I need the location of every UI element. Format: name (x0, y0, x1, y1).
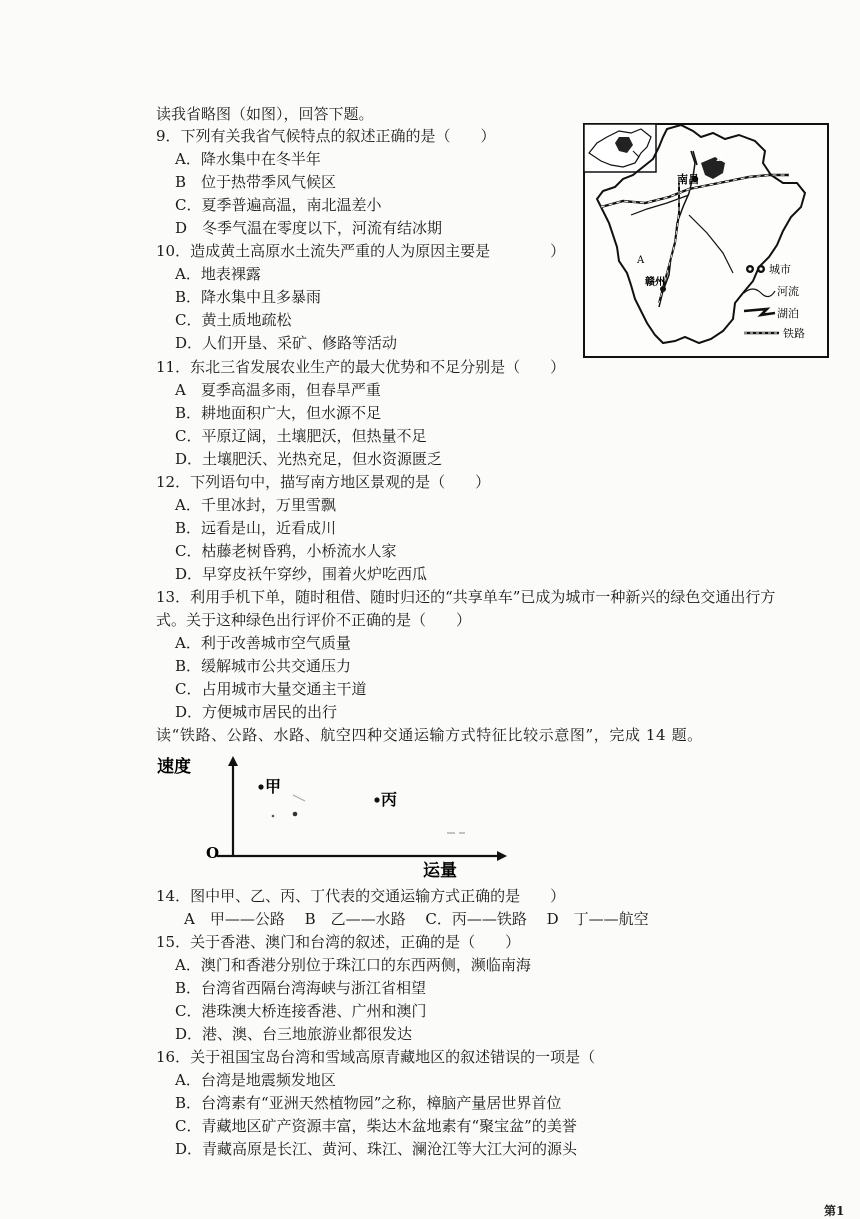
legend-railway-label: 铁路 (783, 327, 805, 340)
point-bing-label: 丙 (381, 790, 398, 809)
question-9-stem: 9．下列有关我省气候特点的叙述正确的是（ ） (156, 127, 496, 145)
question-12-option-d: D．早穿皮袄午穿纱，围着火炉吃西瓜 (175, 565, 428, 583)
volume-axis-label: 运量 (423, 861, 457, 881)
transport-characteristics-diagram (155, 752, 555, 882)
question-12-option-a: A．千里冰封，万里雪飘 (175, 496, 336, 514)
legend-lake-label: 湖泊 (777, 307, 799, 320)
question-12-stem: 12．下列语句中，描写南方地区景观的是（ ） (156, 473, 491, 491)
question-10-option-d: D．人们开垦、采矿、修路等活动 (175, 334, 398, 352)
speed-axis-label: 速度 (157, 757, 191, 777)
question-9-option-b: B 位于热带季风气候区 (175, 173, 337, 191)
question-16-stem: 16．关于祖国宝岛台湾和雪域高原青藏地区的叙述错误的一项是（ (156, 1048, 596, 1066)
label-a: A (637, 255, 645, 266)
legend-city-label: 城市 (769, 263, 791, 276)
question-13-stem-continued: 式。关于这种绿色出行评价不正确的是（ ） (156, 611, 472, 629)
question-10-option-a: A．地表裸露 (175, 265, 261, 283)
faint-point-mark (272, 815, 275, 818)
question-13-option-c: C．占用城市大量交通主干道 (175, 680, 367, 698)
transport-diagram-intro: 读“铁路、公路、水路、航空四种交通运输方式特征比较示意图”，完成 14 题。 (156, 726, 703, 744)
origin-label: O (206, 844, 220, 862)
question-13-option-b: B．缓解城市公共交通压力 (175, 657, 352, 675)
question-11-option-a: A 夏季高温多雨，但春旱严重 (175, 381, 381, 399)
question-9-option-d: D 冬季气温在零度以下，河流有结冰期 (175, 219, 443, 237)
question-9-option-a: A．降水集中在冬半年 (175, 150, 321, 168)
province-map (583, 123, 829, 358)
speed-axis-arrow-icon (228, 756, 238, 766)
question-10-option-b: B．降水集中且多暴雨 (175, 288, 322, 306)
question-15-option-b: B．台湾省西隔台湾海峡与浙江省相望 (175, 979, 427, 997)
question-10-option-c: C．黄土质地疏松 (175, 311, 292, 329)
question-11-option-b: B．耕地面积广大，但水源不足 (175, 404, 382, 422)
label-b: B (716, 153, 725, 164)
question-15-stem: 15．关于香港、澳门和台湾的叙述，正确的是（ ） (156, 933, 521, 951)
question-13-option-d: D．方便城市居民的出行 (175, 703, 338, 721)
point-jia-marker (258, 784, 263, 789)
question-10-stem: 10．造成黄土高原水土流失严重的人为原因主要是 ） (156, 242, 566, 260)
question-11-stem: 11．东北三省发展农业生产的最大优势和不足分别是（ ） (156, 358, 566, 376)
question-9-option-c: C．夏季普遍高温，南北温差小 (175, 196, 382, 214)
question-14-options: A 甲——公路 B 乙——水路 C．丙——铁路 D 丁——航空 (184, 910, 649, 928)
question-16-option-d: D．青藏高原是长江、黄河、珠江、澜沧江等大江大河的源头 (175, 1140, 578, 1158)
question-13-option-a: A．利于改善城市空气质量 (175, 634, 351, 652)
question-12-option-c: C．枯藤老树昏鸦，小桥流水人家 (175, 542, 397, 560)
faint-point-mark-2 (293, 812, 298, 817)
map-question-intro: 读我省略图（如图），回答下题。 (156, 105, 374, 123)
question-15-option-a: A．澳门和香港分别位于珠江口的东西两侧，濒临南海 (175, 956, 531, 974)
question-15-option-d: D．港、澳、台三地旅游业都很发达 (175, 1025, 413, 1043)
question-16-option-b: B．台湾素有“亚洲天然植物园”之称，樟脑产量居世界首位 (175, 1094, 562, 1112)
volume-axis-arrow-icon (497, 851, 507, 861)
point-jia-label: 甲 (265, 777, 282, 796)
label-ganzhou: 赣州 (645, 277, 665, 288)
label-nanchang: 南昌 (677, 173, 699, 186)
question-13-stem: 13．利用手机下单，随时租借、随时归还的“共享单车”已成为城市一种新兴的绿色交通出行方 (156, 588, 776, 606)
point-bing-marker (374, 797, 379, 802)
question-12-option-b: B．远看是山，近看成川 (175, 519, 337, 537)
question-16-option-a: A．台湾是地震频发地区 (175, 1071, 336, 1089)
question-11-option-c: C．平原辽阔，土壤肥沃，但热量不足 (175, 427, 427, 445)
question-14-stem: 14．图中甲、乙、丙、丁代表的交通运输方式正确的是 ） (156, 887, 566, 905)
faint-mark (293, 795, 305, 801)
question-16-option-c: C．青藏地区矿产资源丰富，柴达木盆地素有“聚宝盆”的美誉 (175, 1117, 577, 1135)
legend-river-label: 河流 (777, 285, 799, 298)
page-number: 第1 (824, 1204, 845, 1218)
question-11-option-d: D．土壤肥沃、光热充足，但水资源匮乏 (175, 450, 443, 468)
question-15-option-c: C．港珠澳大桥连接香港、广州和澳门 (175, 1002, 427, 1020)
